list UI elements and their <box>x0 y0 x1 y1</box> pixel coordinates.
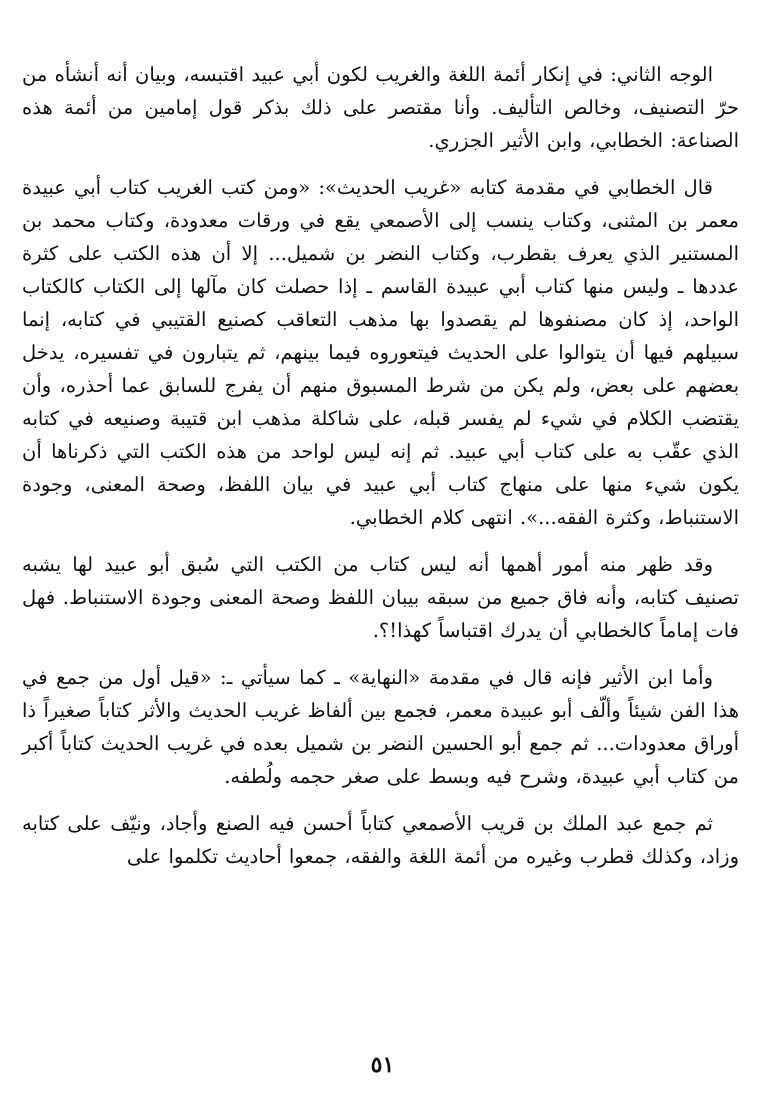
paragraph-4: وأما ابن الأثير فإنه قال في مقدمة «النهاية» ـ كما سيأتي ـ: «قيل أول من جمع في هذا الفن شيئاً وألّف أبو عبيدة معمر، فجمع بين ألفاظ غريب الحديث والأثر كتاباً صغيراً ذا أوراق معدودات... ثم جمع أبو الحسين النضر بن شميل بعده في غريب الحديث كتاباً أكبر من كتاب أبي عبيدة، وشرح فيه وبسط على صغر حجمه ولُطفه. <box>22 666 739 788</box>
paragraph-2: قال الخطابي في مقدمة كتابه «غريب الحديث»: «ومن كتب الغريب كتاب أبي عبيدة معمر بن المثنى، وكتاب ينسب إلى الأصمعي يقع في ورقات معدودة، وكتاب محمد بن المستنير الذي يعرف بقطرب، وكتاب النضر بن شميل... إلا أن هذه الكتب على كثرة عددها ـ وليس منها كتاب أبي عبيدة القاسم ـ إذا حصلت كان مآلها إلى الكتاب كالكتاب الواحد، إذ كان مصنفوها لم يقصدوا بها مذهب التعاقب كصنيع القتيبي في كتابه، إنما سبيلهم فيها أن يتوالوا على الحديث فيتعوروه فيما بينهم، ثم يتبارون في تفسيره، يدخل بعضهم على بعض، ولم يكن من شرط المسبوق منهم أن يفرج للسابق عما أحذره، وأن يقتضب الكلام في شيء لم يفسر قبله، على شاكلة مذهب ابن قتيبة وصنيعه في كتابه الذي عقّب به على كتاب أبي عبيد. ثم إنه ليس لواحد من هذه الكتب التي ذكرناها أن يكون شيء منها على منهاج كتاب أبي عبيد في بيان اللفظ، وصحة المعنى، وجودة الاستنباط، وكثرة الفقه...». انتهى كلام الخطابي. <box>22 176 739 529</box>
paragraph-3: وقد ظهر منه أمور أهمها أنه ليس كتاب من الكتب التي سُبق أبو عبيد لها يشبه تصنيف كتابه، وأنه فاق جميع من سبقه بيبان اللفظ وصحة المعنى وجودة الاستنباط. فهل فات إماماً كالخطابي أن يدرك اقتباساً كهذا!؟. <box>22 553 739 642</box>
book-page <box>22 58 739 887</box>
paragraph-5: ثم جمع عبد الملك بن قريب الأصمعي كتاباً أحسن فيه الصنع وأجاد، ونيّف على كتابه وزاد، وكذلك قطرب وغيره من أئمة اللغة والفقه، جمعوا أحاديث تكلموا على <box>22 812 739 868</box>
page-number: ٥١ <box>370 1052 395 1078</box>
paragraph-1: الوجه الثاني: في إنكار أئمة اللغة والغريب لكون أبي عبيد اقتبسه، وبيان أنه أنشأه من حرّ التصنيف، وخالص التأليف. وأنا مقتصر على ذلك بذكر قول إمامين من أئمة هذه الصناعة: الخطابي، وابن الأثير الجزري. <box>22 63 739 152</box>
